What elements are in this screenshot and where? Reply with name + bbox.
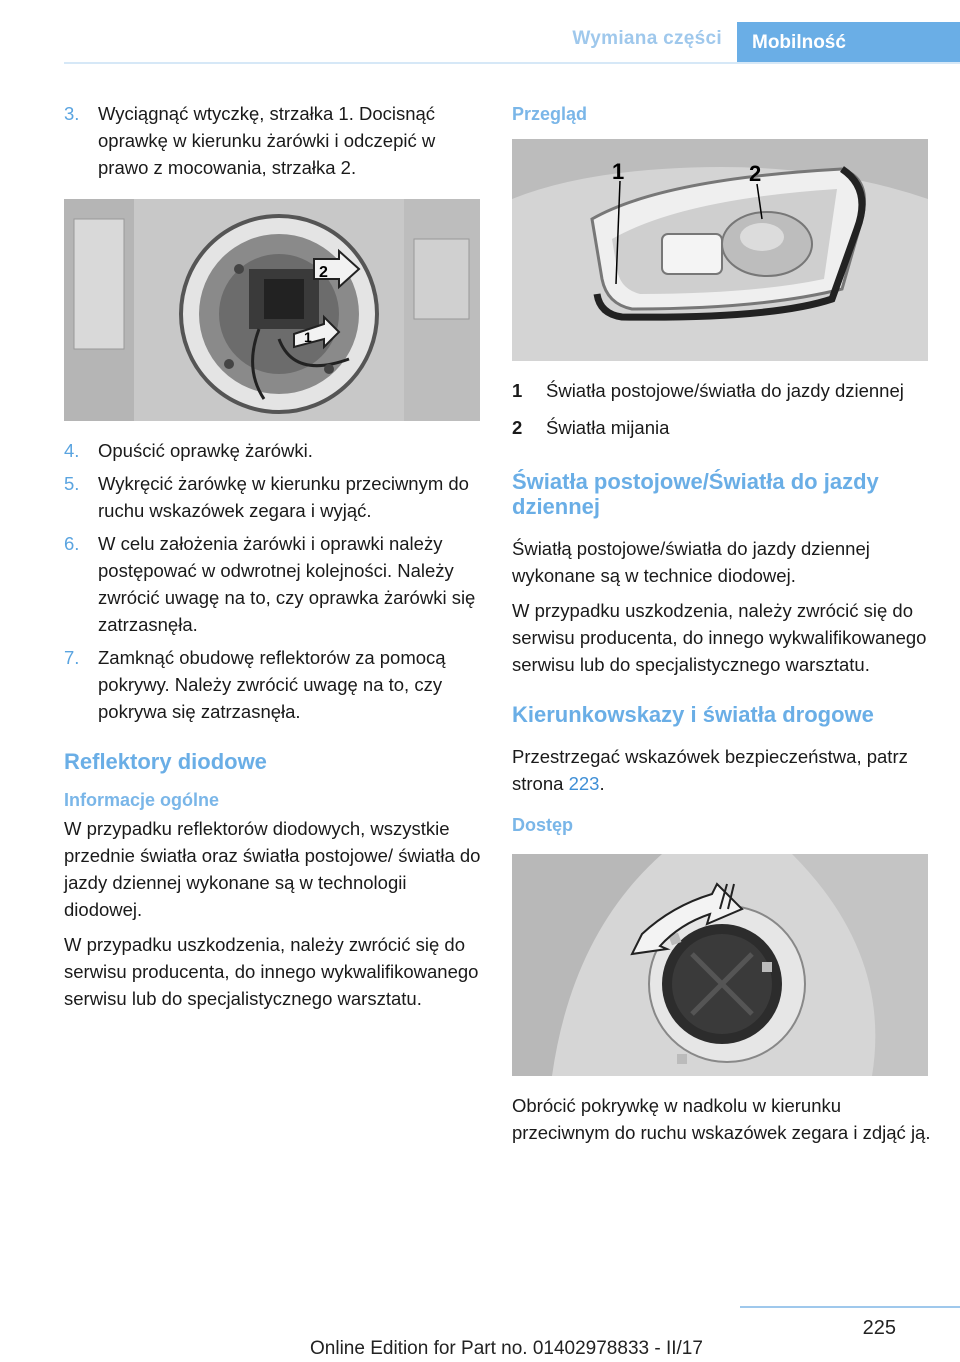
right-column xyxy=(512,100,932,1154)
step-3 xyxy=(64,100,484,181)
legend-number: 1 xyxy=(512,380,523,401)
page-reference-link[interactable]: 223 xyxy=(568,773,600,794)
heading-daytime-lights: Światła postojowe/Światła do jazdy dziennej xyxy=(512,469,879,519)
legend-number: 2 xyxy=(512,417,523,438)
page-number: 225 xyxy=(862,1317,896,1339)
subheading-general-info: Informacje ogólne xyxy=(64,790,220,810)
heading-led-headlights: Reflektory diodowe xyxy=(64,749,267,774)
legend-item-2 xyxy=(512,414,932,441)
paragraph-cover-instruction: Obrócić pokrywkę w nadkolu w kierunku przeciwnym do ruchu wskazówek zegara i zdjąć ją. xyxy=(512,1095,931,1143)
edition-footer: Online Edition for Part no. 01402978833 - II/17 xyxy=(310,1338,703,1359)
paragraph-daytime-led: Światłą postojowe/światła do jazdy dziennej wykonane są w technice diodowej. xyxy=(512,538,870,586)
paragraph-safety-ref: Przestrzegać wskazówek bezpieczeństwa, patrz strona 223. xyxy=(512,746,908,794)
step-text: Zamknąć obudowę reflektorów za pomocą pokrywy. Należy zwrócić uwagę na to, czy pokrywa się zatrzasnęła. xyxy=(98,647,446,722)
legend-item-1 xyxy=(512,377,932,404)
step-text: W celu założenia żarówki i oprawki należy postępować w odwrotnej kolejności. Należy zwrócić uwagę na to, czy oprawka żarówki się zatrzasnęła. xyxy=(98,533,476,635)
step-number: 3. xyxy=(64,103,80,124)
left-column xyxy=(64,100,484,1020)
figure1-label-1: 1 xyxy=(304,329,312,345)
footer-divider xyxy=(740,1306,960,1308)
header-divider xyxy=(64,62,960,64)
figure2-label-1: 1 xyxy=(612,159,625,184)
header-section-title: Wymiana części xyxy=(572,28,722,49)
figure-wheel-arch-cover xyxy=(512,854,928,1076)
step-5 xyxy=(64,470,484,524)
figure2-label-2: 2 xyxy=(749,161,762,186)
step-6 xyxy=(64,530,484,638)
step-text: Opuścić oprawkę żarówki. xyxy=(98,440,313,461)
step-7 xyxy=(64,644,484,725)
figure-headlight-overview xyxy=(512,139,928,361)
step-number: 7. xyxy=(64,647,80,668)
step-4 xyxy=(64,437,484,464)
paragraph-led-info: W przypadku reflektorów diodowych, wszystkie przednie światła oraz światła postojowe/ światła do jazdy dziennej wykonane są w technologii diodowej. xyxy=(64,818,481,920)
step-number: 4. xyxy=(64,440,80,461)
figure1-label-2: 2 xyxy=(319,264,328,281)
legend-text: Światła postojowe/światła do jazdy dziennej xyxy=(546,380,904,401)
paragraph-damage-info: W przypadku uszkodzenia, należy zwrócić się do serwisu producenta, do innego wykwalifikowanego serwisu lub do specjalistycznego warsztatu. xyxy=(64,934,479,1009)
figure-bulb-socket xyxy=(64,199,480,421)
step-text: Wykręcić żarówkę w kierunku przeciwnym do ruchu wskazówek zegara i wyjąć. xyxy=(98,473,469,521)
step-number: 6. xyxy=(64,533,80,554)
legend-text: Światła mijania xyxy=(546,417,670,438)
paragraph-daytime-damage: W przypadku uszkodzenia, należy zwrócić się do serwisu producenta, do innego wykwalifikowanego serwisu lub do specjalistycznego warsztatu. xyxy=(512,600,927,675)
step-text: Wyciągnąć wtyczkę, strzałka 1. Docisnąć oprawkę w kierunku żarówki i odczepić w prawo z mocowania, strzałka 2. xyxy=(98,103,436,178)
subheading-overview: Przegląd xyxy=(512,104,588,124)
header-chapter-tab: Mobilność xyxy=(737,22,960,62)
heading-indicators: Kierunkowskazy i światła drogowe xyxy=(512,702,874,727)
subheading-access: Dostęp xyxy=(512,815,574,835)
step-number: 5. xyxy=(64,473,80,494)
